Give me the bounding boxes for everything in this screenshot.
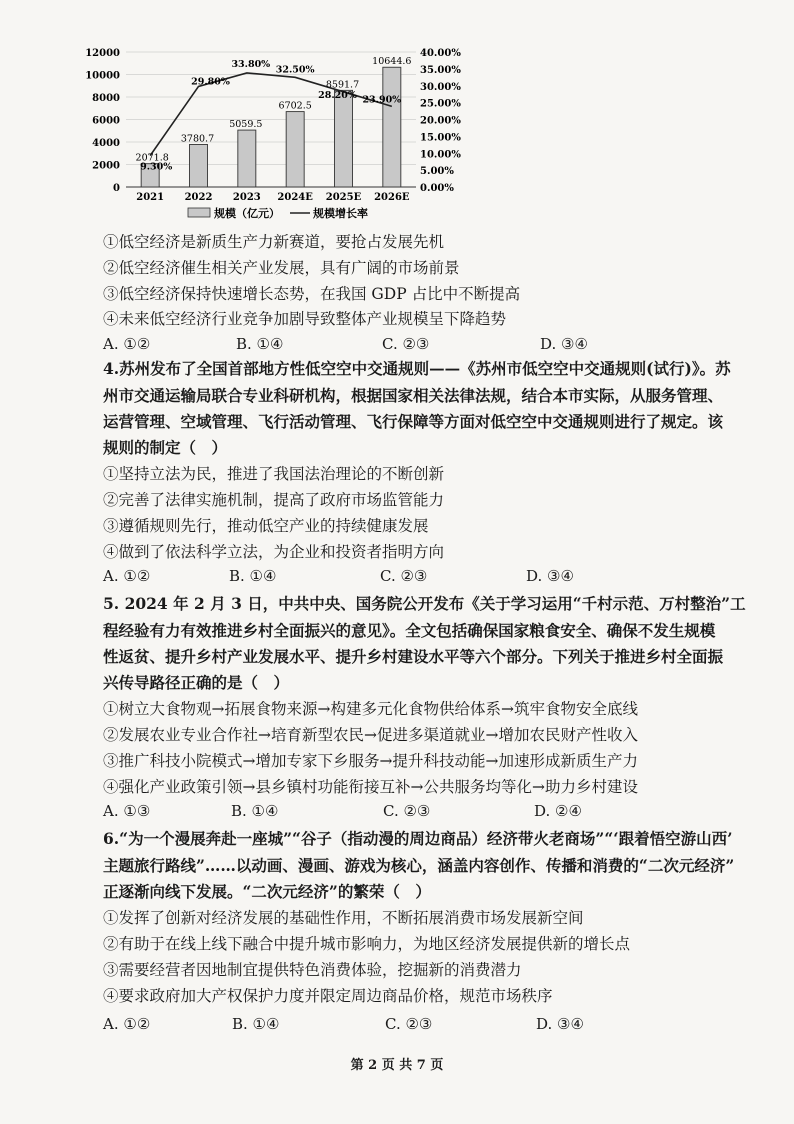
q3-option-c: C. ②③ bbox=[382, 335, 430, 353]
left-tick-label: 8000 bbox=[92, 93, 120, 104]
q4-option-b: B. ①④ bbox=[229, 567, 277, 585]
chart-labels bbox=[136, 56, 412, 172]
legend-bar-swatch bbox=[188, 208, 210, 217]
q6-item-4: ④要求政府加大产权保护力度并限定周边商品价格，规范市场秩序 bbox=[103, 987, 553, 1005]
q3-item-1: ①低空经济是新质生产力新赛道，要抢占发展先机 bbox=[103, 233, 445, 251]
q5-item-4: ④强化产业政策引领→县乡镇村功能衔接互补→公共服务均等化→助力乡村建设 bbox=[103, 778, 638, 796]
q4-stem-4: 规则的制定（ ） bbox=[103, 438, 228, 457]
q3-item-4: ④未来低空经济行业竞争加剧导致整体产业规模呈下降趋势 bbox=[103, 310, 507, 328]
rate-label: 9.30% bbox=[140, 161, 173, 173]
q4-option-c: C. ②③ bbox=[380, 567, 428, 585]
right-tick-label: 15.00% bbox=[420, 132, 461, 144]
q5-stem-4: 兴传导路径正确的是（ ） bbox=[103, 673, 290, 692]
x-tick-label: 2022 bbox=[184, 192, 213, 203]
bar-value-label: 5059.5 bbox=[229, 119, 263, 131]
q6-option-b: B. ①④ bbox=[232, 1015, 280, 1033]
q6-option-a: A. ①② bbox=[103, 1015, 151, 1033]
q3-item-3: ③低空经济保持快速增长态势，在我国 GDP 占比中不断提高 bbox=[103, 285, 521, 303]
q6-stem-1: 6.“为一个漫展奔赴一座城”“谷子（指动漫的周边商品）经济带火老商场”“‘跟着悟空游山西’ bbox=[103, 829, 733, 848]
q4-item-4: ④做到了依法科学立法，为企业和投资者指明方向 bbox=[103, 543, 445, 561]
right-tick-label: 35.00% bbox=[420, 64, 461, 76]
q5-option-c: C. ②③ bbox=[383, 802, 431, 820]
q3-option-a: A. ①② bbox=[103, 335, 151, 353]
q5-item-2: ②发展农业专业合作社→培育新型农民→促进多渠道就业→增加农民财产性收入 bbox=[103, 726, 638, 744]
bar-value-label: 3780.7 bbox=[180, 133, 215, 145]
rate-label: 23.90% bbox=[362, 94, 402, 106]
left-tick-label: 6000 bbox=[92, 115, 120, 127]
left-tick-label: 0 bbox=[113, 183, 120, 194]
q5-stem-3: 性返贫、提升乡村产业发展水平、提升乡村建设水平等六个部分。下列关于推进乡村全面振 bbox=[103, 647, 724, 666]
q6-item-3: ③需要经营者因地制宜提供特色消费体验，挖掘新的消费潜力 bbox=[103, 961, 522, 979]
q4-item-2: ②完善了法律实施机制，提高了政府市场监管能力 bbox=[103, 491, 445, 509]
left-tick-label: 4000 bbox=[92, 138, 120, 149]
right-tick-label: 40.00% bbox=[420, 48, 461, 59]
q5-option-a: A. ①③ bbox=[103, 802, 151, 820]
right-tick-label: 30.00% bbox=[420, 81, 461, 93]
q4-stem-2: 州市交通运输局联合专业科研机构，根据国家相关法律法规，结合本市实际，从服务管理、 bbox=[103, 386, 724, 405]
q5-option-d: D. ②④ bbox=[534, 802, 582, 820]
q6-stem-3: 正逐渐向线下发展。“二次元经济”的繁荣（ ） bbox=[103, 882, 431, 901]
q3-option-d: D. ③④ bbox=[540, 335, 588, 353]
x-tick-label: 2021 bbox=[136, 192, 165, 203]
legend-line-label: 规模增长率 bbox=[313, 207, 368, 220]
chart-legend bbox=[188, 206, 368, 220]
q6-option-d: D. ③④ bbox=[536, 1015, 584, 1033]
bar-value-label: 10644.6 bbox=[372, 56, 412, 68]
bar-2025E bbox=[335, 90, 353, 187]
right-tick-label: 10.00% bbox=[420, 149, 461, 161]
q4-option-a: A. ①② bbox=[103, 567, 151, 585]
x-tick-label: 2025E bbox=[325, 192, 362, 203]
bar-2024E bbox=[286, 112, 304, 187]
q6-option-c: C. ②③ bbox=[385, 1015, 433, 1033]
q3-option-b: B. ①④ bbox=[236, 335, 284, 353]
bar-value-label: 6702.5 bbox=[278, 100, 312, 112]
bar-2022 bbox=[190, 144, 208, 187]
rate-label: 29.80% bbox=[191, 76, 230, 88]
left-tick-label: 12000 bbox=[85, 48, 120, 59]
rate-label: 28.20% bbox=[318, 89, 357, 101]
page-footer: 第 2 页 共 7 页 bbox=[350, 1058, 444, 1073]
left-tick-label: 10000 bbox=[85, 70, 120, 82]
q4-stem-1: 4.苏州发布了全国首部地方性低空空中交通规则——《苏州市低空空中交通规则(试行)》。苏 bbox=[103, 359, 731, 378]
rate-label: 33.80% bbox=[231, 58, 271, 70]
q6-item-1: ①发挥了创新对经济发展的基础性作用，不断拓展消费市场发展新空间 bbox=[103, 909, 584, 927]
x-tick-label: 2023 bbox=[232, 192, 261, 203]
bar-value-label: 2071.8 bbox=[135, 152, 169, 164]
q5-stem-1: 5. 2024 年 2 月 3 日，中共中央、国务院公开发布《关于学习运用“千村示范、万村整治”工 bbox=[103, 594, 746, 613]
q5-stem-2: 程经验有力有效推进乡村全面振兴的意见》。全文包括确保国家粮食安全、确保不发生规模 bbox=[103, 621, 716, 640]
right-tick-label: 25.00% bbox=[420, 98, 461, 110]
x-tick-label: 2024E bbox=[277, 192, 313, 203]
q4-item-1: ①坚持立法为民，推进了我国法治理论的不断创新 bbox=[103, 465, 445, 483]
legend-bar-label: 规模（亿元） bbox=[214, 207, 280, 220]
q6-stem-2: 主题旅行路线”……以动画、漫画、游戏为核心，涵盖内容创作、传播和消费的“二次元经济” bbox=[103, 856, 735, 875]
x-tick-label: 2026E bbox=[374, 192, 410, 203]
bar-value-label: 8591.7 bbox=[325, 79, 360, 91]
right-tick-label: 5.00% bbox=[420, 166, 454, 178]
rate-label: 32.50% bbox=[275, 64, 315, 76]
q3-item-2: ②低空经济催生相关产业发展，具有广阔的市场前景 bbox=[103, 259, 460, 277]
left-tick-label: 2000 bbox=[92, 160, 120, 172]
q6-item-2: ②有助于在线上线下融合中提升城市影响力，为地区经济发展提供新的增长点 bbox=[103, 935, 631, 953]
q4-option-d: D. ③④ bbox=[526, 567, 574, 585]
bar-2023 bbox=[238, 130, 256, 187]
right-tick-label: 20.00% bbox=[420, 115, 461, 127]
q4-item-3: ③遵循规则先行，推动低空产业的持续健康发展 bbox=[103, 517, 429, 535]
chart bbox=[78, 36, 478, 226]
q5-item-3: ③推广科技小院模式→增加专家下乡服务→提升科技动能→加速形成新质生产力 bbox=[103, 752, 638, 770]
chart-bars bbox=[141, 67, 401, 187]
q5-item-1: ①树立大食物观→拓展食物来源→构建多元化食物供给体系→筑牢食物安全底线 bbox=[103, 700, 638, 718]
q4-stem-3: 运营管理、空域管理、飞行活动管理、飞行保障等方面对低空空中交通规则进行了规定。该 bbox=[103, 412, 724, 431]
bar-2026E bbox=[383, 67, 401, 187]
q5-option-b: B. ①④ bbox=[231, 802, 279, 820]
right-tick-label: 0.00% bbox=[420, 183, 454, 194]
